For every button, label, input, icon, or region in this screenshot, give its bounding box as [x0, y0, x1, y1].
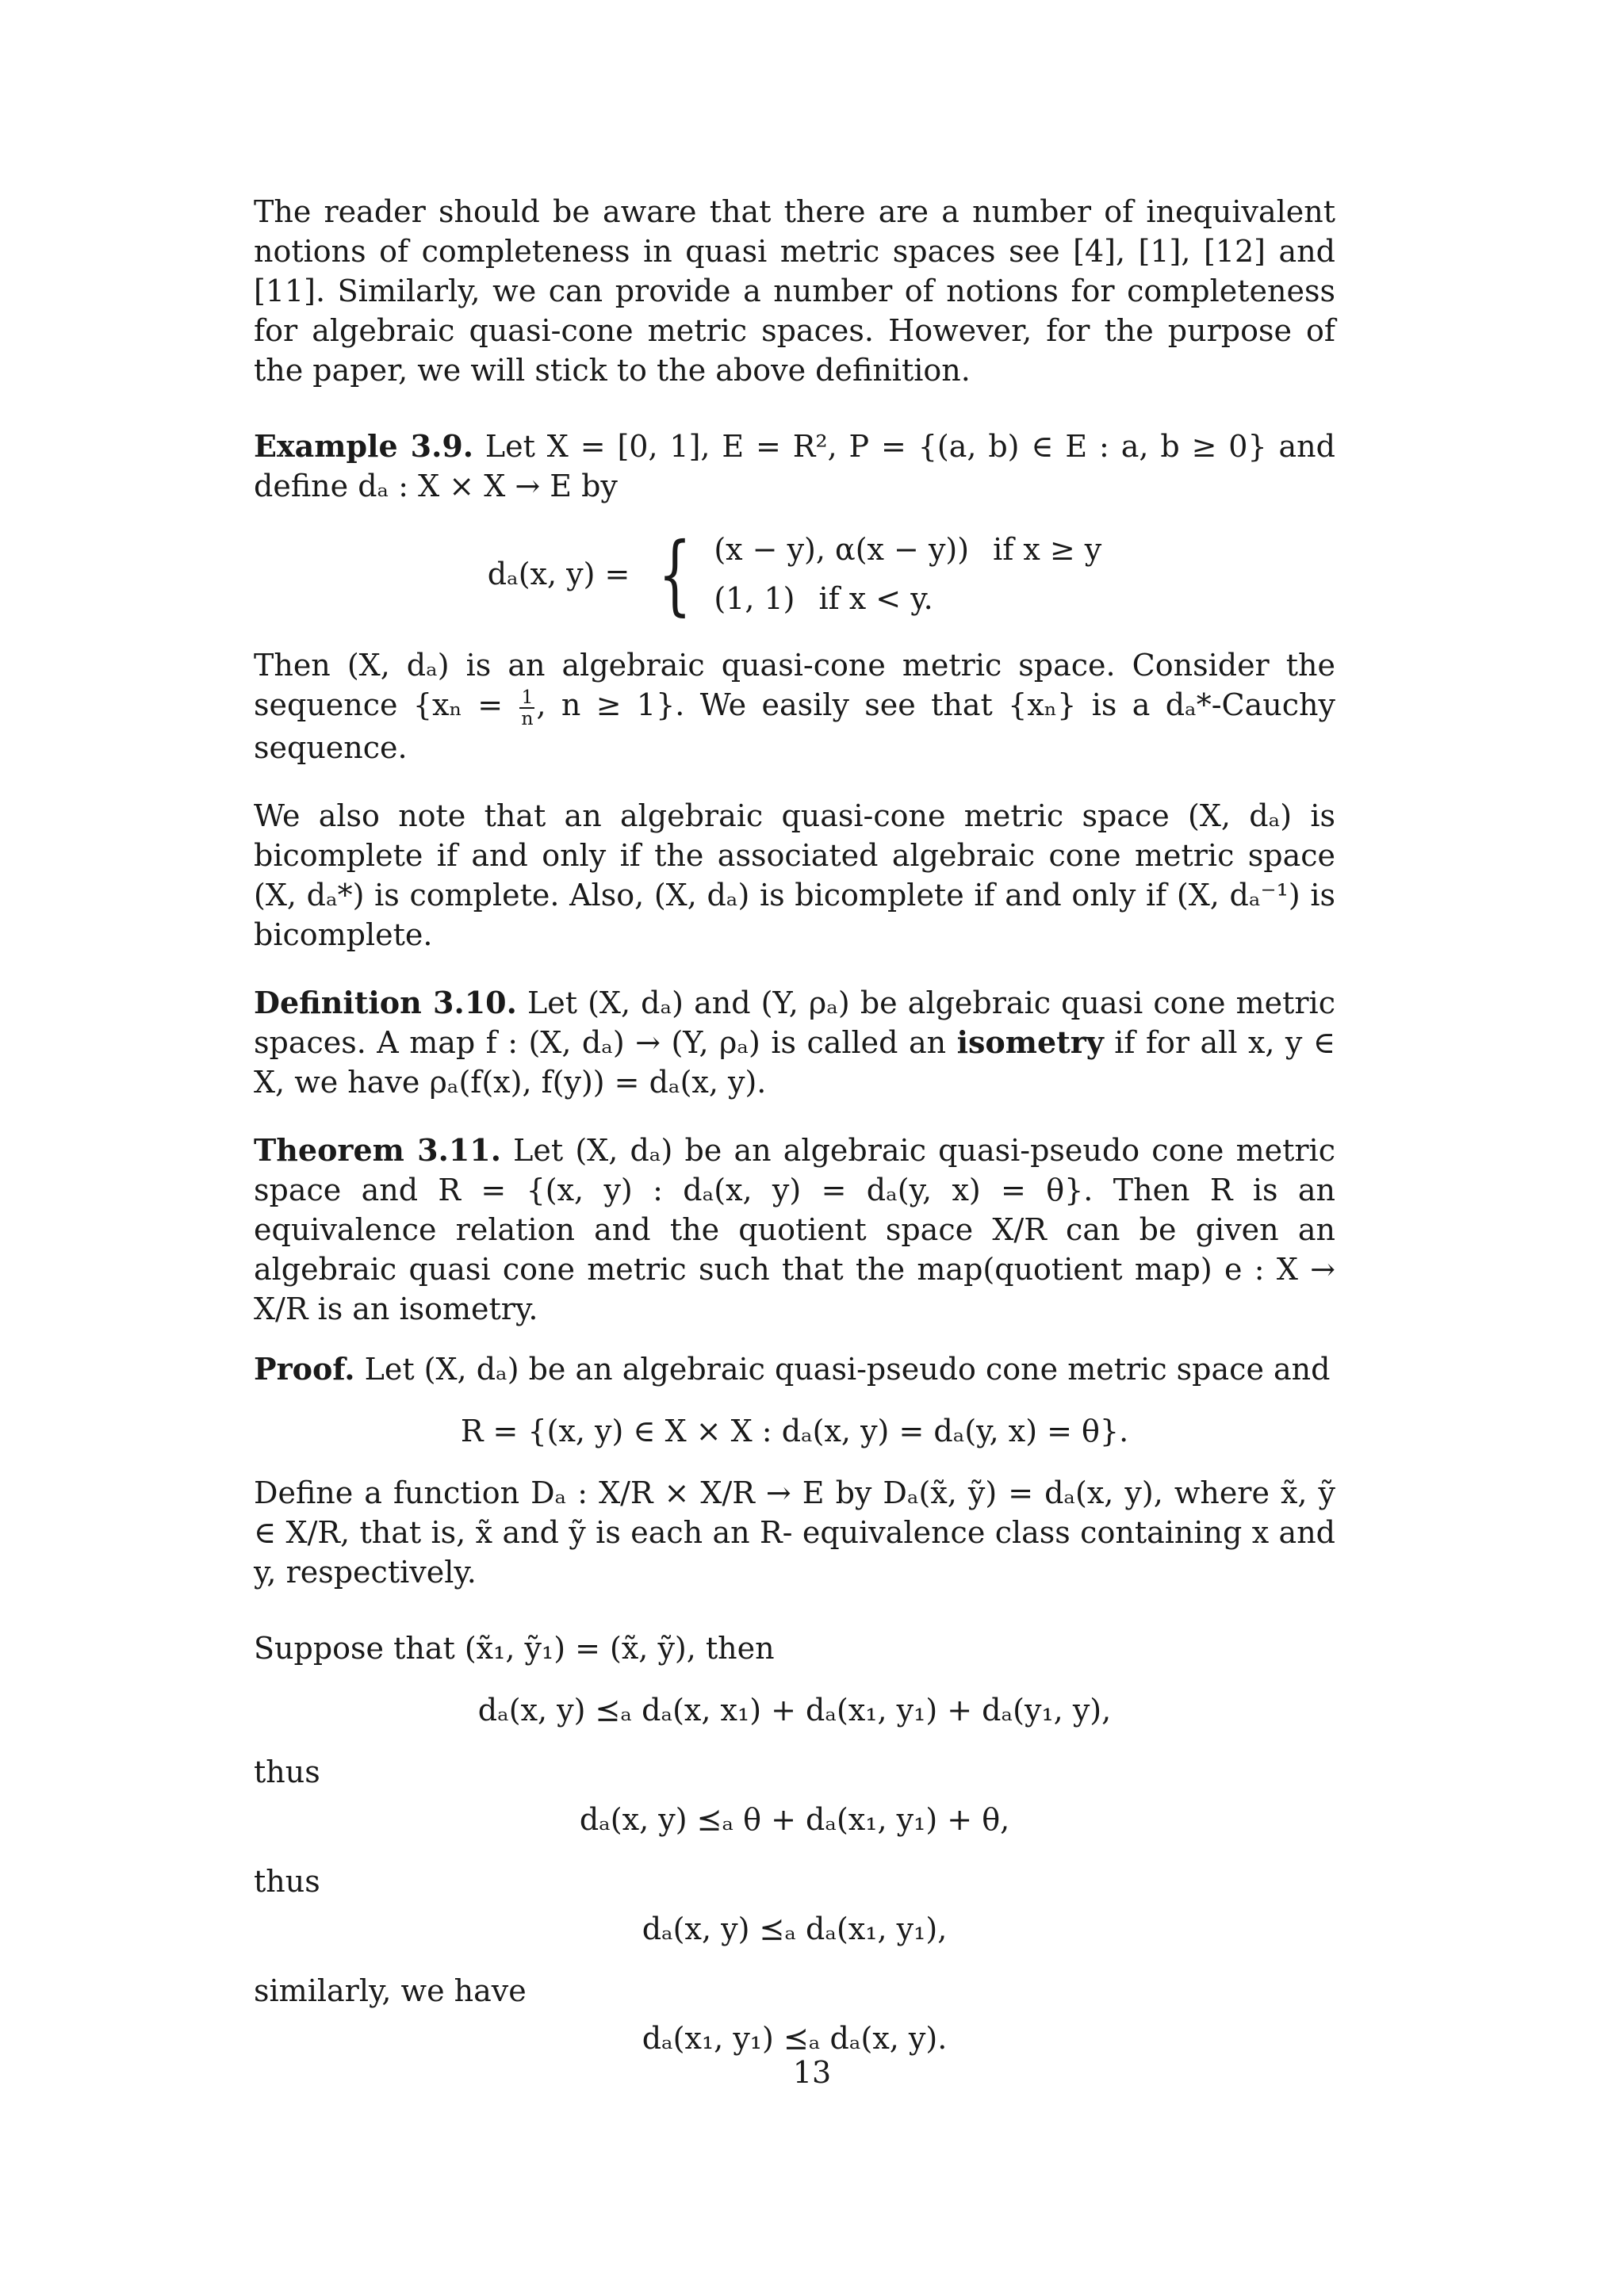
equation-le-2: dₐ(x₁, y₁) ⪯ₐ dₐ(x, y). [642, 2021, 948, 2057]
case-row-2 [714, 579, 1101, 618]
case1-condition: if x ≥ y [993, 532, 1102, 567]
definition-text-b: if for all x, y ∈ X, we have ρₐ(f(x), f(y)) = dₐ(x, y). [254, 1025, 1335, 1100]
fraction [519, 687, 534, 728]
piecewise-lhs: dₐ(x, y) = [487, 557, 630, 591]
thus-label-1: thus [254, 1755, 320, 1790]
equation-R: R = {(x, y) ∈ X × X : dₐ(x, y) = dₐ(y, x) = θ}. [460, 1414, 1129, 1449]
page-body [254, 192, 1335, 2080]
equation-le-1: dₐ(x, y) ⪯ₐ dₐ(x₁, y₁), [642, 1911, 948, 1947]
piecewise-definition [254, 523, 1335, 625]
case1-expression: (x − y), α(x − y)) [714, 532, 970, 567]
left-brace-icon: { [658, 523, 692, 625]
theorem-paragraph [254, 1131, 1335, 1329]
theorem-text: Let (X, dₐ) be an algebraic quasi-pseudo cone metric space and R = {(x, y) : dₐ(x, y) = dₐ(y, x) = θ}. Then R is an equivalence relation and the quotient space X/R can be given an algebraic quasi cone metric such that the map(quotient map) e : X → X/R is an isometry. [254, 1133, 1335, 1327]
sequence-paragraph [254, 645, 1335, 767]
piecewise-cases [714, 530, 1101, 618]
example-paragraph [254, 427, 1335, 506]
theorem-label: Theorem 3.11. [254, 1132, 501, 1169]
suppose-paragraph: Suppose that (x̃₁, ỹ₁) = (x̃, ỹ), then [254, 1631, 775, 1667]
proof-text: Let (X, dₐ) be an algebraic quasi-pseudo cone metric space and [364, 1352, 1331, 1387]
fraction-numerator: 1 [521, 685, 534, 708]
proof-paragraph [254, 1349, 1335, 1389]
thus-label-2: thus [254, 1864, 320, 1900]
intro-paragraph: The reader should be aware that there are a number of inequivalent notions of completeness in quasi metric spaces see [4], [1], [12] and [11]. Similarly, we can provide a number of notions for completeness for algebraic quasi-cone metric spaces. However, for the purpose of the paper, we will stick to the above definition. [254, 194, 1335, 388]
example-label: Example 3.9. [254, 428, 474, 464]
definition-bold-term: isometry [956, 1024, 1104, 1061]
sequence-text-a: Then (X, dₐ) is an algebraic quasi-cone metric space. Consider the sequence {xₙ = [254, 648, 1335, 722]
case-row-1 [714, 530, 1101, 569]
definition-text-a: Let (X, dₐ) and (Y, ρₐ) be algebraic quasi cone metric spaces. A map f : (X, dₐ) → (Y, ρₐ) is called an [254, 985, 1335, 1061]
example-text: Let X = [0, 1], E = R², P = {(a, b) ∈ E : a, b ≥ 0} and define dₐ : X × X → E by [254, 429, 1335, 503]
similarly-label: similarly, we have [254, 1973, 527, 2009]
fraction-denominator: n [521, 706, 534, 729]
bicomplete-paragraph: We also note that an algebraic quasi-cone metric space (X, dₐ) is bicomplete if and only if the associated algebraic cone metric space (X, dₐ*) is complete. Also, (X, dₐ) is bicomplete if and only if (X, dₐ⁻¹) is bicomplete. [254, 798, 1335, 953]
define-paragraph: Define a function Dₐ : X/R × X/R → E by Dₐ(x̃, ỹ) = dₐ(x, y), where x̃, ỹ ∈ X/R, that is, x̃ and ỹ is each an R- equivalence class containing x and y, respectively. [254, 1475, 1335, 1590]
case2-condition: if x < y. [818, 581, 933, 616]
sequence-text-b: , n ≥ 1}. We easily see that {xₙ} is a dₐ*-Cauchy sequence. [254, 687, 1335, 766]
case2-expression: (1, 1) [714, 581, 795, 616]
proof-label: Proof. [254, 1351, 355, 1387]
equation-triangle: dₐ(x, y) ⪯ₐ dₐ(x, x₁) + dₐ(x₁, y₁) + dₐ(y₁, y), [477, 1693, 1112, 1728]
definition-label: Definition 3.10. [254, 985, 517, 1021]
equation-theta: dₐ(x, y) ⪯ₐ θ + dₐ(x₁, y₁) + θ, [579, 1802, 1010, 1838]
definition-paragraph [254, 983, 1335, 1102]
page-number: 13 [792, 2055, 832, 2090]
